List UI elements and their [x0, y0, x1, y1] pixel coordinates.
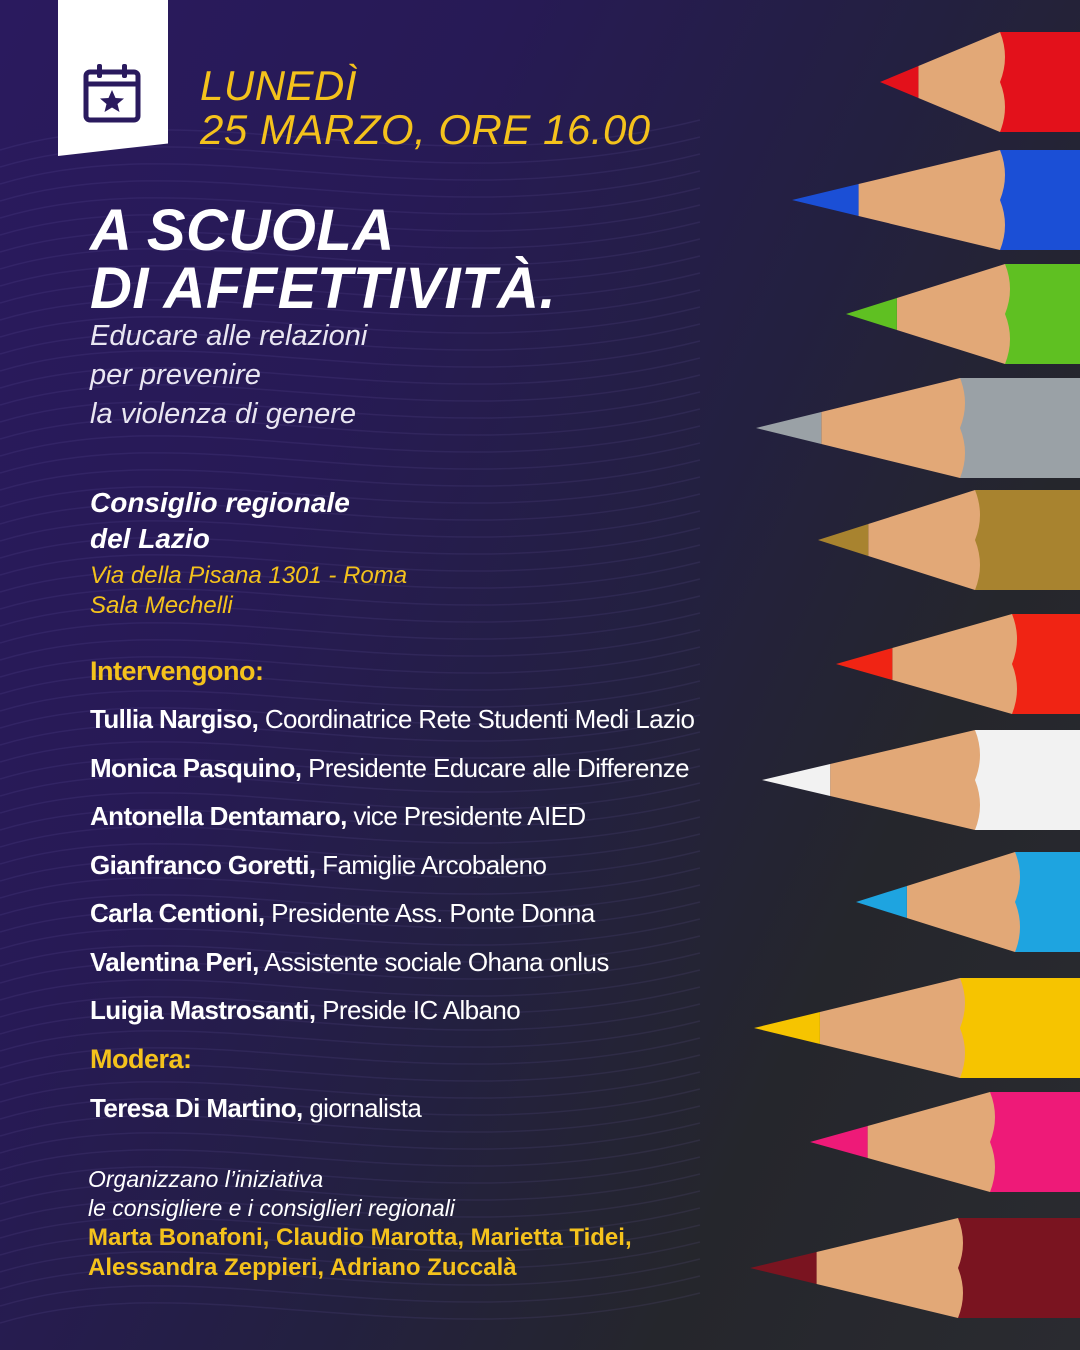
- moderator-item: [90, 1093, 421, 1124]
- speakers-heading: Intervengono:: [90, 656, 264, 686]
- date-tag: [58, 0, 168, 156]
- speaker-role: Assistente sociale Ohana onlus: [263, 947, 609, 977]
- speaker-item: [90, 898, 595, 929]
- pencil: [792, 150, 1080, 250]
- speaker-name: Monica Pasquino,: [90, 753, 302, 783]
- speaker-name: Luigia Mastrosanti,: [90, 995, 316, 1025]
- pencil: [754, 978, 1080, 1078]
- speaker-item: [90, 704, 694, 735]
- speaker-item: [90, 753, 689, 784]
- pencil: [846, 264, 1080, 364]
- moderator-heading: Modera:: [90, 1044, 192, 1074]
- pencil: [756, 378, 1080, 478]
- pencil: [810, 1092, 1080, 1192]
- speaker-role: Presidente Ass. Ponte Donna: [271, 898, 595, 928]
- organizers-names-line2: Alessandra Zeppieri, Adriano Zuccalà: [88, 1254, 517, 1281]
- speaker-name: Tullia Nargiso,: [90, 704, 259, 734]
- event-subtitle-line3: la violenza di genere: [90, 398, 357, 430]
- moderator-role: giornalista: [309, 1093, 422, 1123]
- event-title-line1: A SCUOLA: [90, 198, 395, 263]
- calendar-star-icon: [82, 62, 142, 124]
- venue-line2: del Lazio: [90, 523, 210, 554]
- organizers-names-line1: Marta Bonafoni, Claudio Marotta, Marietta Tidei,: [88, 1224, 632, 1251]
- speaker-role: Preside IC Albano: [322, 995, 521, 1025]
- event-datetime: 25 MARZO, ORE 16.00: [200, 106, 651, 153]
- speaker-item: [90, 947, 609, 978]
- organizers-intro-line2: le consigliere e i consiglieri regionali: [88, 1195, 455, 1221]
- speaker-name: Gianfranco Goretti,: [90, 850, 316, 880]
- event-title-line2: DI AFFETTIVITÀ.: [90, 256, 557, 321]
- pencil: [836, 614, 1080, 714]
- pencil: [856, 852, 1080, 952]
- speaker-role: vice Presidente AIED: [353, 801, 586, 831]
- venue-room: Sala Mechelli: [90, 592, 233, 619]
- event-subtitle-line1: Educare alle relazioni: [90, 320, 368, 352]
- event-day: LUNEDÌ: [200, 62, 358, 109]
- pencil: [880, 32, 1080, 132]
- speaker-item: [90, 850, 546, 881]
- speaker-name: Carla Centioni,: [90, 898, 265, 928]
- speaker-name: Valentina Peri,: [90, 947, 259, 977]
- speaker-role: Coordinatrice Rete Studenti Medi Lazio: [264, 704, 695, 734]
- speaker-role: Famiglie Arcobaleno: [322, 850, 547, 880]
- pencil: [818, 490, 1080, 590]
- pencil: [762, 730, 1080, 830]
- speaker-name: Antonella Dentamaro,: [90, 801, 347, 831]
- speaker-item: [90, 801, 586, 832]
- organizers-intro-line1: Organizzano l’iniziativa: [88, 1166, 324, 1192]
- speaker-role: Presidente Educare alle Differenze: [308, 753, 689, 783]
- speaker-item: [90, 995, 520, 1026]
- moderator-name: Teresa Di Martino,: [90, 1093, 303, 1123]
- venue-address: Via della Pisana 1301 - Roma: [90, 562, 408, 589]
- pencil: [750, 1218, 1080, 1318]
- venue-line1: Consiglio regionale: [90, 487, 350, 518]
- event-subtitle-line2: per prevenire: [90, 359, 261, 391]
